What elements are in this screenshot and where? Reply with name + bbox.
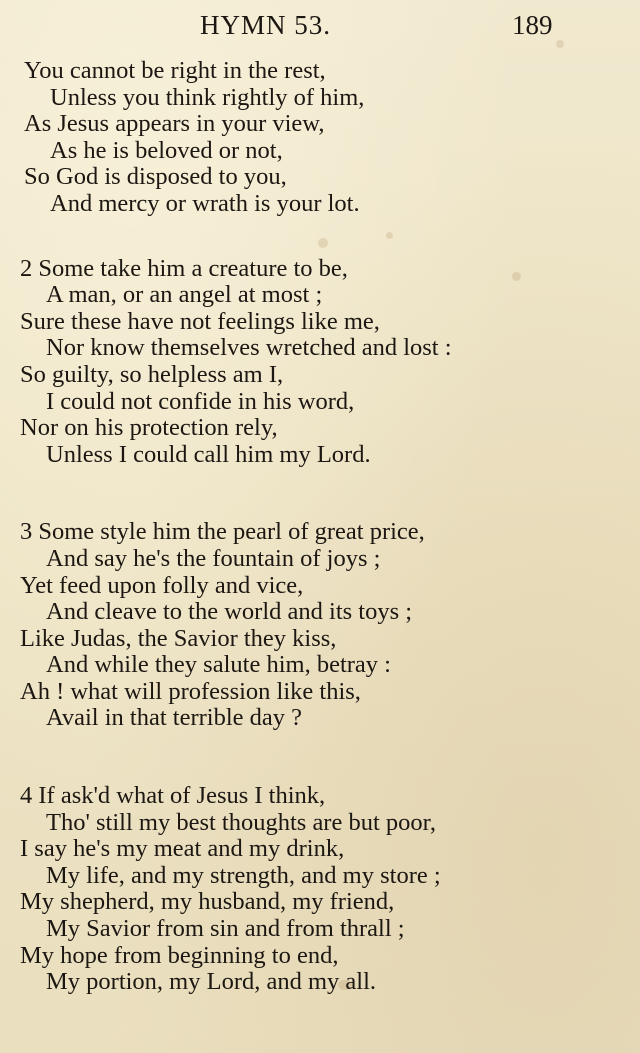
stanza-4 — [0, 783, 640, 996]
page-number: 189 — [512, 10, 553, 40]
verse-line: Ah ! what will profession like this, — [20, 677, 361, 705]
verse-line: I say he's my meat and my drink, — [20, 835, 345, 863]
verse-line: 3 Some style him the pearl of great price, — [20, 518, 425, 546]
verse-line: A man, or an angel at most ; — [46, 281, 323, 309]
running-title: HYMN 53. — [200, 10, 332, 40]
verse-line: My portion, my Lord, and my all. — [46, 968, 377, 996]
verse-line: You cannot be right in the rest, — [24, 57, 326, 84]
verse-line: Unless you think rightly of him, — [50, 83, 365, 111]
hymn-text — [0, 58, 640, 996]
verse-line: Tho' still my best thoughts are but poor, — [46, 808, 436, 836]
verse-line: And cleave to the world and its toys ; — [46, 598, 413, 626]
verse-line: My shepherd, my husband, my friend, — [20, 888, 395, 916]
verse-line: My Savior from sin and from thrall ; — [46, 915, 405, 943]
verse-line: And while they salute him, betray : — [46, 651, 391, 679]
verse-line: I could not confide in his word, — [46, 387, 355, 415]
verse-line: As he is beloved or not, — [50, 136, 283, 164]
verse-line: Avail in that terrible day ? — [46, 704, 303, 732]
verse-line: 2 Some take him a creature to be, — [20, 254, 348, 282]
page-header — [0, 6, 640, 46]
stanza-2 — [0, 256, 640, 469]
verse-line: And say he's the fountain of joys ; — [46, 544, 381, 572]
verse-line: Nor on his protection rely, — [20, 414, 278, 442]
verse-line: 4 If ask'd what of Jesus I think, — [20, 782, 326, 810]
verse-line: Like Judas, the Savior they kiss, — [20, 624, 337, 652]
stanza-3 — [0, 519, 640, 732]
verse-line: And mercy or wrath is your lot. — [50, 189, 360, 217]
verse-line: My hope from beginning to end, — [20, 941, 339, 969]
verse-line: Nor know themselves wretched and lost : — [46, 334, 452, 362]
verse-line: So God is disposed to you, — [24, 163, 287, 191]
verse-line: As Jesus appears in your view, — [24, 110, 325, 138]
verse-line: Yet feed upon folly and vice, — [20, 571, 304, 599]
verse-line: So guilty, so helpless am I, — [20, 360, 284, 388]
stanza-1 — [0, 58, 640, 218]
verse-line: Unless I could call him my Lord. — [46, 440, 371, 468]
verse-line: My life, and my strength, and my store ; — [46, 861, 441, 889]
verse-line: Sure these have not feelings like me, — [20, 307, 380, 335]
